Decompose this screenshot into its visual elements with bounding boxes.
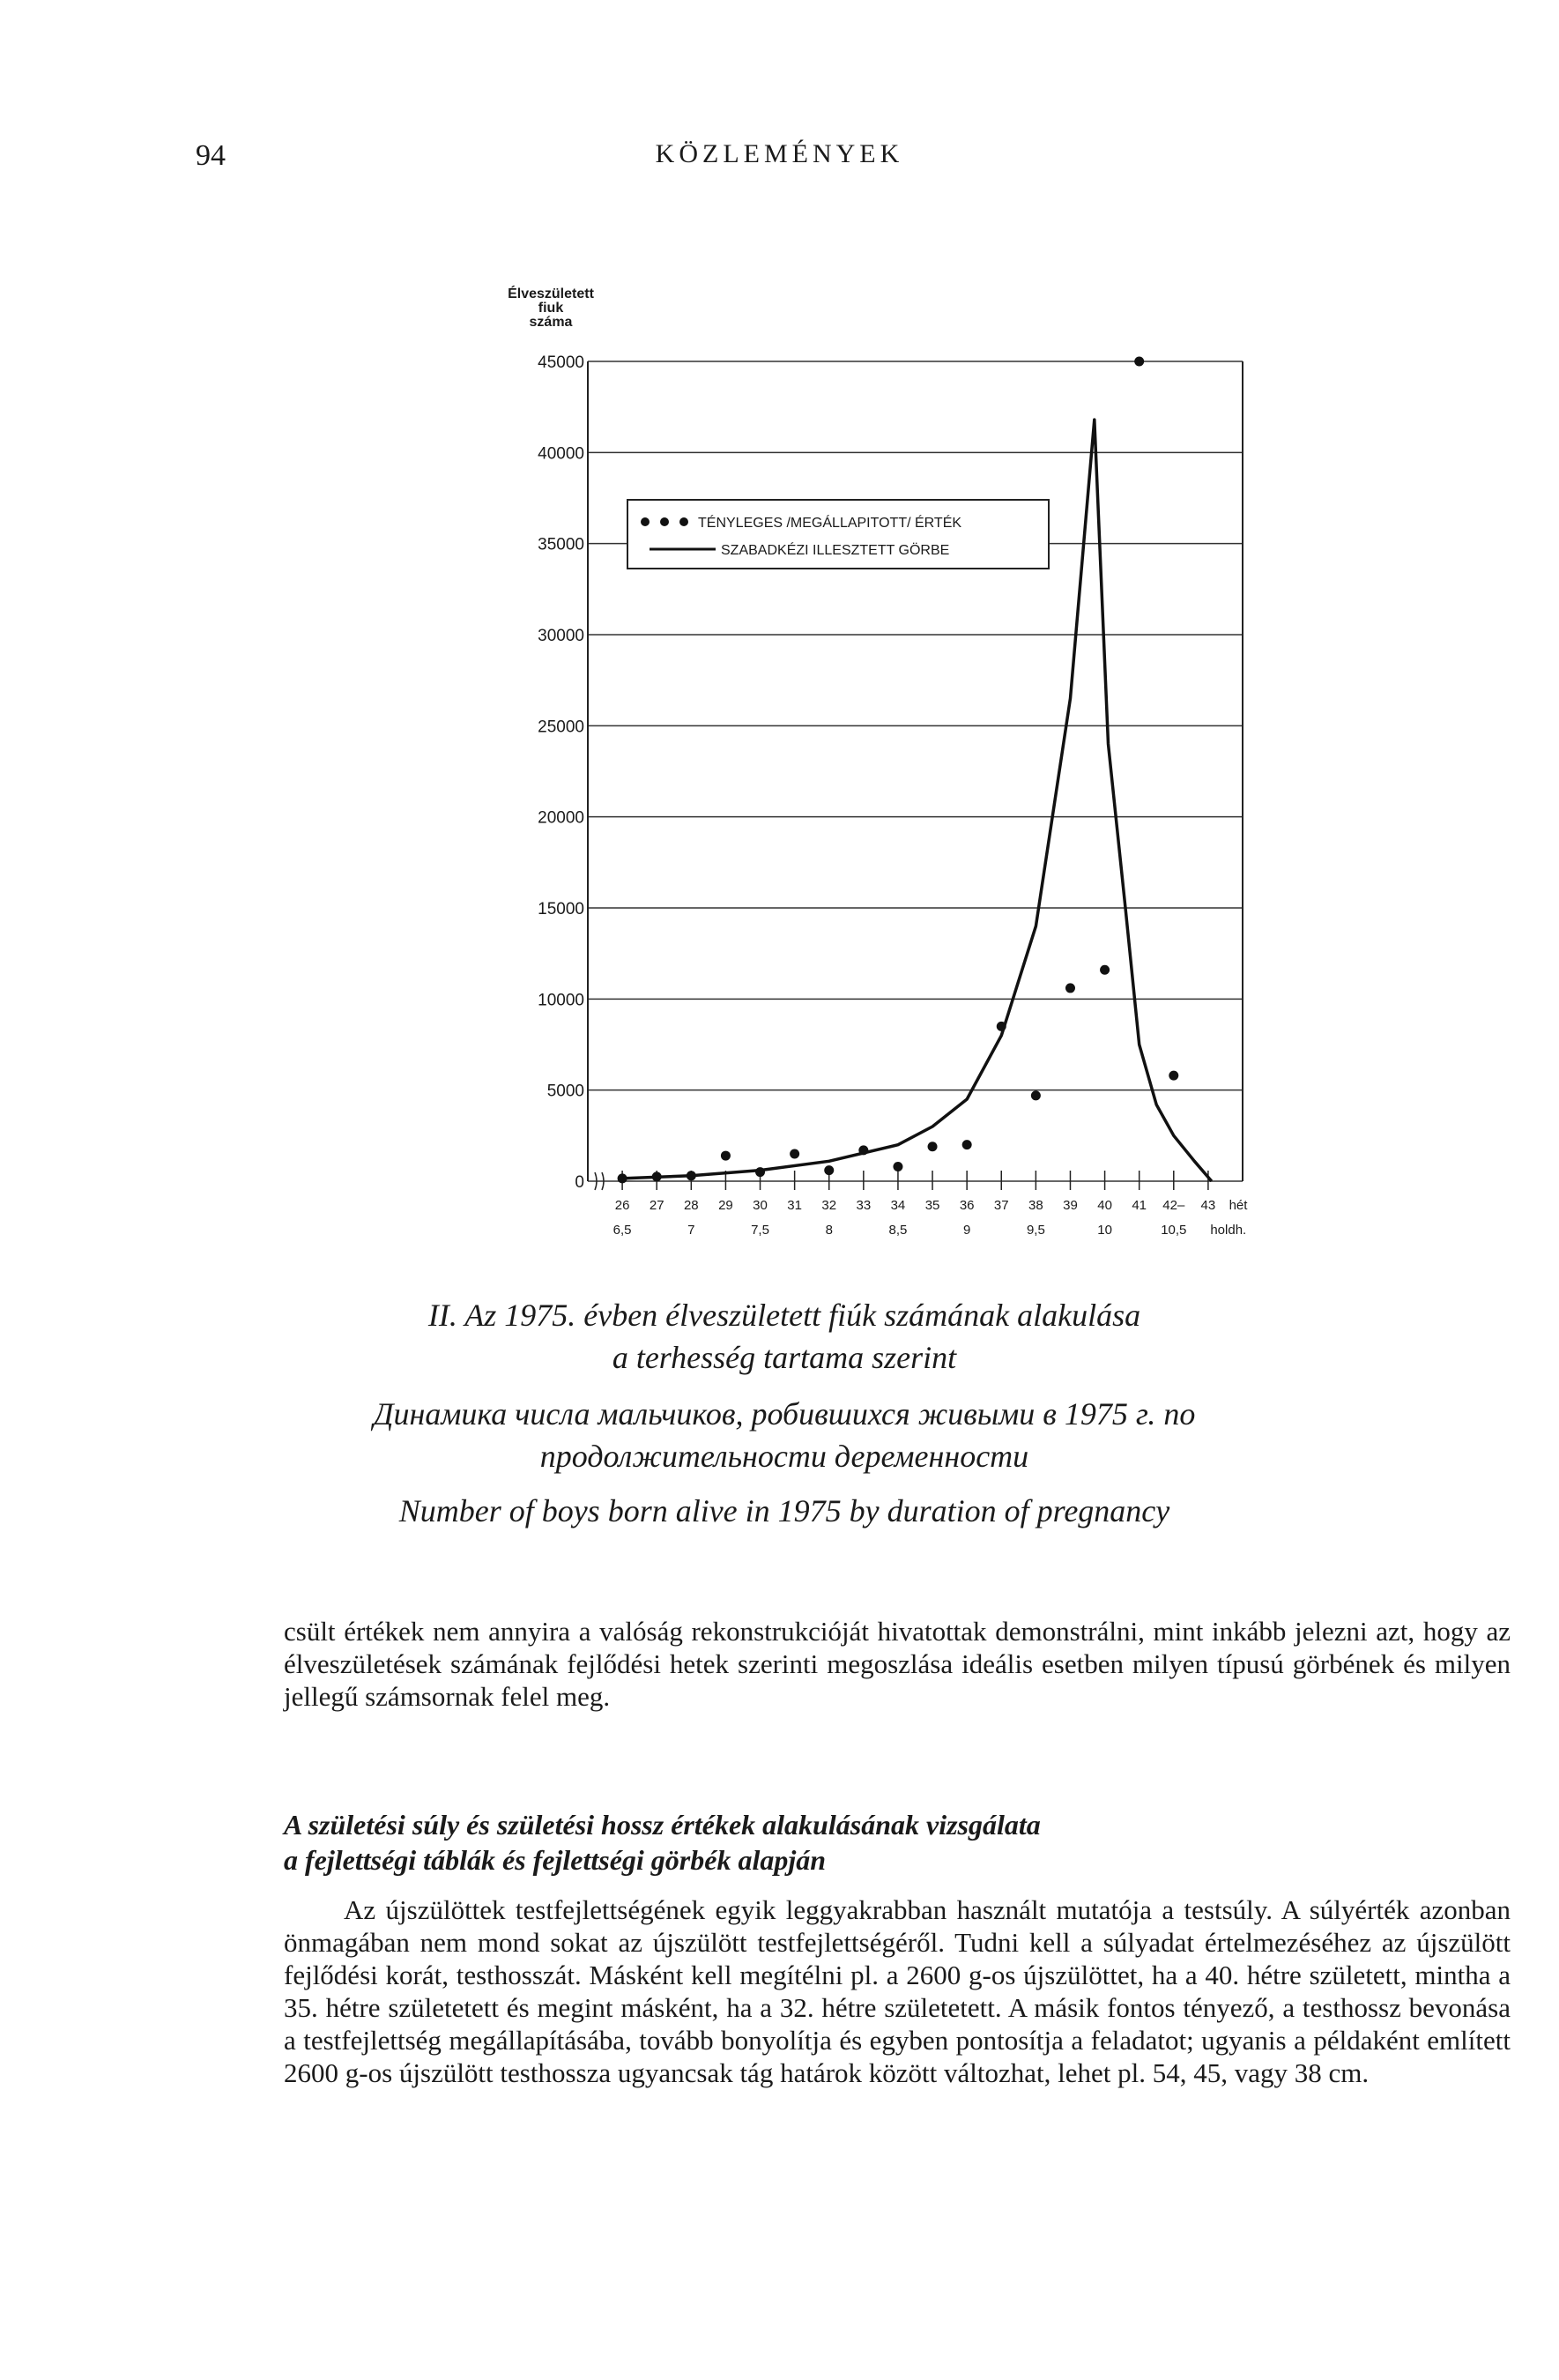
- x-tick-label-month: 9,5: [1026, 1223, 1045, 1238]
- data-point: [893, 1162, 902, 1171]
- x-tick-label-week: 38: [1028, 1198, 1043, 1213]
- caption-ru-line1: Динамика числа мальчиков, робившихся живыми в 1975 г. по: [373, 1396, 1196, 1432]
- legend-point-symbol: [679, 517, 688, 526]
- x-tick-label-week: 36: [959, 1198, 975, 1213]
- births-by-week-chart: [467, 264, 1313, 1305]
- legend-point-symbol: [660, 517, 669, 526]
- running-head: KÖZLEMÉNYEK: [655, 139, 904, 168]
- y-tick-label: 25000: [538, 718, 584, 737]
- y-axis-title: [508, 285, 594, 330]
- y-tick-label: 35000: [538, 535, 584, 554]
- data-point: [962, 1140, 972, 1149]
- y-tick-label: 45000: [538, 353, 584, 372]
- chart-legend: [627, 500, 1049, 569]
- y-tick-labels: [538, 353, 584, 1192]
- x-tick-label-week: 34: [890, 1198, 906, 1213]
- x-tick-label-week: 35: [924, 1198, 940, 1213]
- x-tick-label-week: 30: [753, 1198, 768, 1213]
- data-point: [618, 1173, 627, 1183]
- x-tick-label-week: 26: [614, 1198, 630, 1213]
- x-unit-weeks: hét: [1229, 1198, 1248, 1213]
- data-point: [1100, 965, 1110, 975]
- data-point: [1134, 357, 1144, 367]
- data-point: [1031, 1090, 1041, 1100]
- caption-ru-line2: продолжительности деременности: [539, 1439, 1029, 1474]
- x-tick-label-week: 31: [787, 1198, 802, 1213]
- legend-point-symbol: [641, 517, 650, 526]
- data-point: [721, 1151, 731, 1161]
- y-tick-label: 0: [575, 1173, 584, 1192]
- y-tick-label: 40000: [538, 444, 584, 464]
- x-tick-label-week: 43: [1200, 1198, 1216, 1213]
- data-point: [858, 1145, 868, 1155]
- x-tick-label-week: 33: [856, 1198, 872, 1213]
- y-tick-label: 30000: [538, 627, 584, 645]
- data-point: [790, 1149, 799, 1159]
- body-paragraph-2: [284, 1893, 1511, 2089]
- x-tick-label-month: 10: [1097, 1223, 1112, 1238]
- caption-hu-line1: II. Az 1975. évben élveszületett fiúk számának alakulása: [427, 1298, 1141, 1333]
- legend-box: [627, 500, 1049, 569]
- x-tick-label-month: 7,5: [751, 1223, 769, 1238]
- x-tick-label-week: 32: [821, 1198, 837, 1213]
- data-point: [652, 1171, 662, 1181]
- body-paragraph-1: [284, 1615, 1511, 1713]
- page-number: 94: [196, 139, 226, 172]
- y-axis-title-line: Élveszületett: [508, 286, 594, 301]
- data-point: [1169, 1071, 1178, 1081]
- legend-label-actual: TÉNYLEGES /MEGÁLLAPITOTT/ ÉRTÉK: [698, 516, 962, 531]
- caption-en: Number of boys born alive in 1975 by duration of pregnancy: [398, 1493, 1170, 1528]
- caption-hu-line2: a terhesség tartama szerint: [612, 1340, 957, 1375]
- section-heading: [284, 1807, 1429, 1878]
- data-point: [824, 1165, 834, 1175]
- y-tick-label: 15000: [538, 900, 584, 919]
- y-tick-label: 20000: [538, 808, 584, 828]
- data-point: [687, 1171, 696, 1180]
- caption-russian: [194, 1393, 1375, 1477]
- x-tick-label-month: 6,5: [612, 1223, 632, 1238]
- y-tick-label: 10000: [538, 991, 584, 1010]
- paragraph-2-text: Az újszülöttek testfejlettségének egyik leggyakrabban használt mutatója a testsúly. A súlyérték azonban önmagában nem mond sokat az újszülött testfejlettségéről. Tudni kell a súlyadat értelmezéséhez az újszülött fejlődési korát, testhosszát. Másként kell megítélni pl. a 2600 g-os újszülöttet, ha a 40. hétre született, mintha a 35. hétre születetett és megint másként, ha a 32. hétre születetett. A másik fontos tényező, a testhossz bevonása a testfejlettség megállapításába, tovább bonyolítja és egyben pontosítja a feladatot; ugyanis a példaként említett 2600 g-os újszülött testhossza ugyancsak tág határok között változhat, lehet pl. 54, 45, vagy 38 cm.: [284, 1894, 1511, 2088]
- caption-english: [194, 1490, 1375, 1532]
- x-unit-months: holdh.: [1210, 1223, 1247, 1238]
- x-tick-label-month: 8,5: [888, 1223, 908, 1238]
- legend-label-curve: SZABADKÉZI ILLESZTETT GÖRBE: [721, 543, 950, 558]
- data-point: [928, 1142, 938, 1151]
- x-tick-label-week: 27: [649, 1198, 664, 1213]
- x-tick-label-week: 40: [1097, 1198, 1112, 1213]
- x-tick-label-week: 39: [1063, 1198, 1078, 1213]
- x-tick-label-week: 37: [993, 1198, 1009, 1213]
- y-axis-title-line: fiuk: [538, 301, 564, 316]
- section-heading-line2: a fejlettségi táblák és fejlettségi görbék alapján: [284, 1844, 827, 1876]
- x-tick-label-month: 8: [825, 1223, 833, 1238]
- y-axis-title-line: száma: [529, 315, 573, 330]
- paragraph-1-text: csült értékek nem annyira a valóság rekonstrukcióját hivatottak demonstrálni, mint inkább jelezni azt, hogy az élveszületések számának fejlődési hetek szerinti megoszlása ideális esetben milyen típusú görbének és milyen jellegű számsornak felel meg.: [284, 1616, 1511, 1712]
- x-tick-label-week: 41: [1132, 1198, 1147, 1213]
- x-tick-label-month: 10,5: [1161, 1223, 1187, 1238]
- actual-values-series: [618, 357, 1179, 1184]
- x-tick-label-week: 29: [718, 1198, 733, 1213]
- y-tick-label: 5000: [546, 1082, 584, 1101]
- section-heading-line1: A születési súly és születési hossz értékek alakulásának vizsgálata: [284, 1809, 1041, 1841]
- data-point: [755, 1167, 765, 1177]
- caption-hungarian: [194, 1294, 1375, 1379]
- x-tick-label-month: 7: [687, 1223, 695, 1238]
- data-point: [997, 1022, 1006, 1031]
- data-point: [1065, 983, 1075, 993]
- x-tick-label-week: 42–: [1162, 1198, 1185, 1213]
- x-tick-label-month: 9: [962, 1223, 971, 1238]
- x-tick-label-week: 28: [683, 1198, 699, 1213]
